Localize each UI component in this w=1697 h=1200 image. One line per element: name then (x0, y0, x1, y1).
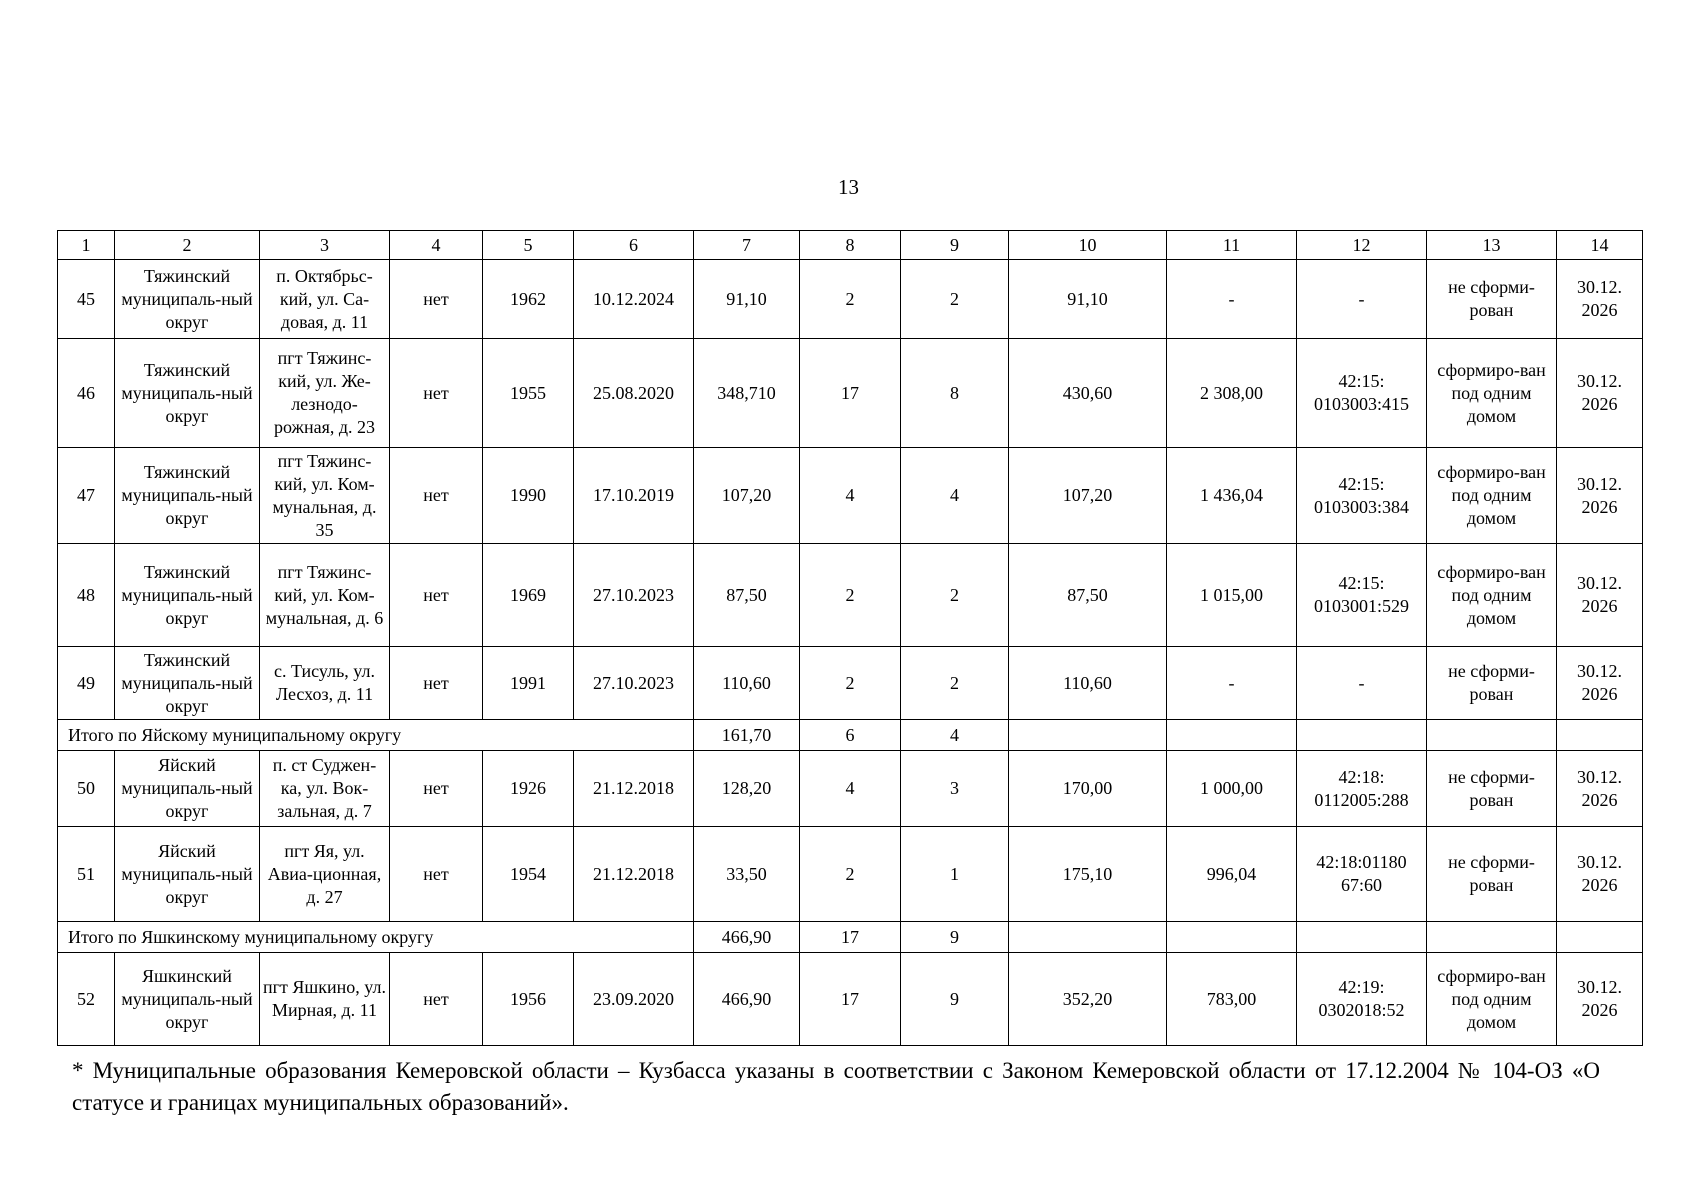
table-cell: 9 (901, 953, 1009, 1046)
table-cell: Яшкинский муниципаль-ный округ (115, 953, 260, 1046)
table-cell: Тяжинский муниципаль-ный округ (115, 647, 260, 720)
table-cell: 42:15: 0103003:384 (1297, 448, 1427, 544)
subtotal-value: 4 (901, 720, 1009, 751)
table-cell: 996,04 (1167, 827, 1297, 922)
table-cell: 466,90 (694, 953, 800, 1046)
empty-cell (1427, 720, 1557, 751)
subtotal-value: 161,70 (694, 720, 800, 751)
empty-cell (1297, 720, 1427, 751)
table-cell: 30.12. 2026 (1557, 751, 1643, 827)
table-cell: 2 (901, 647, 1009, 720)
subtotal-value: 17 (800, 922, 901, 953)
table-cell: 51 (58, 827, 115, 922)
table-cell: сформиро-ван под одним домом (1427, 544, 1557, 647)
table-cell: 8 (901, 339, 1009, 448)
table-cell: 430,60 (1009, 339, 1167, 448)
table-cell: 2 308,00 (1167, 339, 1297, 448)
table-cell: 170,00 (1009, 751, 1167, 827)
table-cell: пгт Яя, ул. Авиа-ционная, д. 27 (260, 827, 390, 922)
table-cell: не сформи-рован (1427, 260, 1557, 339)
table-cell: 348,710 (694, 339, 800, 448)
table-row (58, 827, 1643, 922)
column-number-header: 6 (574, 231, 694, 260)
subtotal-label: Итого по Яйскому муниципальному округу (58, 720, 694, 751)
subtotal-row (58, 922, 1643, 953)
column-number-header: 14 (1557, 231, 1643, 260)
table-cell: не сформи-рован (1427, 647, 1557, 720)
empty-cell (1557, 922, 1643, 953)
table-cell: 23.09.2020 (574, 953, 694, 1046)
table-cell: 107,20 (694, 448, 800, 544)
column-number-header: 8 (800, 231, 901, 260)
table-cell: 1 015,00 (1167, 544, 1297, 647)
table-cell: 1962 (483, 260, 574, 339)
table-cell: 1956 (483, 953, 574, 1046)
table-cell: 87,50 (1009, 544, 1167, 647)
table-cell: 30.12. 2026 (1557, 448, 1643, 544)
column-number-header: 10 (1009, 231, 1167, 260)
table-cell: нет (390, 751, 483, 827)
footnote: * Муниципальные образования Кемеровской области – Кузбасса указаны в соответствии с Законом Кемеровской области от 17.12.2004 № 104-ОЗ «О статусе и границах муниципальных образований». (72, 1058, 1600, 1115)
table-cell: 48 (58, 544, 115, 647)
table-cell: сформиро-ван под одним домом (1427, 953, 1557, 1046)
table-cell: 42:18: 0112005:288 (1297, 751, 1427, 827)
table-cell: 2 (800, 544, 901, 647)
table-cell: 27.10.2023 (574, 647, 694, 720)
table-row (58, 953, 1643, 1046)
table-cell: с. Тисуль, ул. Лесхоз, д. 11 (260, 647, 390, 720)
column-number-header: 13 (1427, 231, 1557, 260)
table-cell: 47 (58, 448, 115, 544)
table-cell: - (1167, 647, 1297, 720)
table-cell: - (1297, 647, 1427, 720)
table-cell: 30.12. 2026 (1557, 647, 1643, 720)
table-cell: 42:15: 0103003:415 (1297, 339, 1427, 448)
table-row (58, 647, 1643, 720)
table-header-row (58, 231, 1643, 260)
column-number-header: 3 (260, 231, 390, 260)
table-cell: 21.12.2018 (574, 827, 694, 922)
table-cell: нет (390, 647, 483, 720)
table-cell: 27.10.2023 (574, 544, 694, 647)
table-cell: не сформи-рован (1427, 751, 1557, 827)
table-row (58, 339, 1643, 448)
empty-cell (1009, 922, 1167, 953)
table-cell: 50 (58, 751, 115, 827)
table-cell: 2 (901, 544, 1009, 647)
empty-cell (1427, 922, 1557, 953)
column-number-header: 5 (483, 231, 574, 260)
table-cell: 352,20 (1009, 953, 1167, 1046)
table-cell: - (1297, 260, 1427, 339)
table-cell: 4 (800, 448, 901, 544)
table-cell: Тяжинский муниципаль-ный округ (115, 448, 260, 544)
table-cell: пгт Тяжинс-кий, ул. Же-лезнодо-рожная, д. 23 (260, 339, 390, 448)
table-cell: 2 (800, 647, 901, 720)
column-number-header: 4 (390, 231, 483, 260)
table-row (58, 751, 1643, 827)
table-cell: 1 000,00 (1167, 751, 1297, 827)
table-cell: нет (390, 339, 483, 448)
table-cell: нет (390, 827, 483, 922)
table-cell: нет (390, 260, 483, 339)
column-number-header: 12 (1297, 231, 1427, 260)
column-number-header: 1 (58, 231, 115, 260)
table-cell: 107,20 (1009, 448, 1167, 544)
empty-cell (1167, 720, 1297, 751)
table-cell: 2 (800, 827, 901, 922)
table-cell: Яйский муниципаль-ный округ (115, 751, 260, 827)
table-cell: 30.12. 2026 (1557, 544, 1643, 647)
table-cell: нет (390, 544, 483, 647)
table-cell: 91,10 (1009, 260, 1167, 339)
table-cell: 1969 (483, 544, 574, 647)
subtotal-value: 6 (800, 720, 901, 751)
table-cell: 42:15: 0103001:529 (1297, 544, 1427, 647)
table-cell: нет (390, 953, 483, 1046)
table-row (58, 260, 1643, 339)
table-row (58, 544, 1643, 647)
table-cell: 42:18:01180 67:60 (1297, 827, 1427, 922)
table-cell: 52 (58, 953, 115, 1046)
table-cell: 3 (901, 751, 1009, 827)
table-cell: 17.10.2019 (574, 448, 694, 544)
table-cell: Тяжинский муниципаль-ный округ (115, 339, 260, 448)
table-cell: 4 (901, 448, 1009, 544)
table-cell: 30.12. 2026 (1557, 953, 1643, 1046)
table-cell: 2 (901, 260, 1009, 339)
table-cell: 175,10 (1009, 827, 1167, 922)
table-cell: 45 (58, 260, 115, 339)
column-number-header: 9 (901, 231, 1009, 260)
housing-table (57, 230, 1643, 1046)
page-number: 13 (838, 175, 859, 199)
table-cell: 42:19: 0302018:52 (1297, 953, 1427, 1046)
column-number-header: 2 (115, 231, 260, 260)
table-cell: 30.12. 2026 (1557, 339, 1643, 448)
table-cell: 1926 (483, 751, 574, 827)
table-cell: 1991 (483, 647, 574, 720)
empty-cell (1557, 720, 1643, 751)
table-cell: 30.12. 2026 (1557, 827, 1643, 922)
table-cell: 1 (901, 827, 1009, 922)
table-cell: сформиро-ван под одним домом (1427, 448, 1557, 544)
empty-cell (1009, 720, 1167, 751)
table-cell: 110,60 (1009, 647, 1167, 720)
empty-cell (1167, 922, 1297, 953)
subtotal-label: Итого по Яшкинскому муниципальному округу (58, 922, 694, 953)
table-cell: 49 (58, 647, 115, 720)
table-cell: 1 436,04 (1167, 448, 1297, 544)
table-cell: 1955 (483, 339, 574, 448)
table-cell: 4 (800, 751, 901, 827)
table-cell: 783,00 (1167, 953, 1297, 1046)
table-cell: 110,60 (694, 647, 800, 720)
table-cell: 21.12.2018 (574, 751, 694, 827)
table-cell: 91,10 (694, 260, 800, 339)
table-cell: 25.08.2020 (574, 339, 694, 448)
column-number-header: 11 (1167, 231, 1297, 260)
table-cell: сформиро-ван под одним домом (1427, 339, 1557, 448)
table-cell: 17 (800, 339, 901, 448)
subtotal-value: 466,90 (694, 922, 800, 953)
table-cell: пгт Тяжинс-кий, ул. Ком-мунальная, д. 35 (260, 448, 390, 544)
subtotal-row (58, 720, 1643, 751)
table-cell: 87,50 (694, 544, 800, 647)
table-cell: нет (390, 448, 483, 544)
table-cell: 46 (58, 339, 115, 448)
table-cell: 2 (800, 260, 901, 339)
table-cell: - (1167, 260, 1297, 339)
table-cell: 1990 (483, 448, 574, 544)
table-cell: 30.12. 2026 (1557, 260, 1643, 339)
table-cell: 10.12.2024 (574, 260, 694, 339)
table-cell: не сформи-рован (1427, 827, 1557, 922)
column-number-header: 7 (694, 231, 800, 260)
table-cell: Тяжинский муниципаль-ный округ (115, 544, 260, 647)
table-row (58, 448, 1643, 544)
table-cell: 1954 (483, 827, 574, 922)
table-cell: 33,50 (694, 827, 800, 922)
table-cell: п. Октябрьс-кий, ул. Са-довая, д. 11 (260, 260, 390, 339)
empty-cell (1297, 922, 1427, 953)
table-cell: 17 (800, 953, 901, 1046)
table-cell: пгт Тяжинс-кий, ул. Ком-мунальная, д. 6 (260, 544, 390, 647)
table-cell: пгт Яшкино, ул. Мирная, д. 11 (260, 953, 390, 1046)
table-cell: Тяжинский муниципаль-ный округ (115, 260, 260, 339)
table-cell: 128,20 (694, 751, 800, 827)
table-cell: Яйский муниципаль-ный округ (115, 827, 260, 922)
subtotal-value: 9 (901, 922, 1009, 953)
table-cell: п. ст Суджен-ка, ул. Вок-зальная, д. 7 (260, 751, 390, 827)
